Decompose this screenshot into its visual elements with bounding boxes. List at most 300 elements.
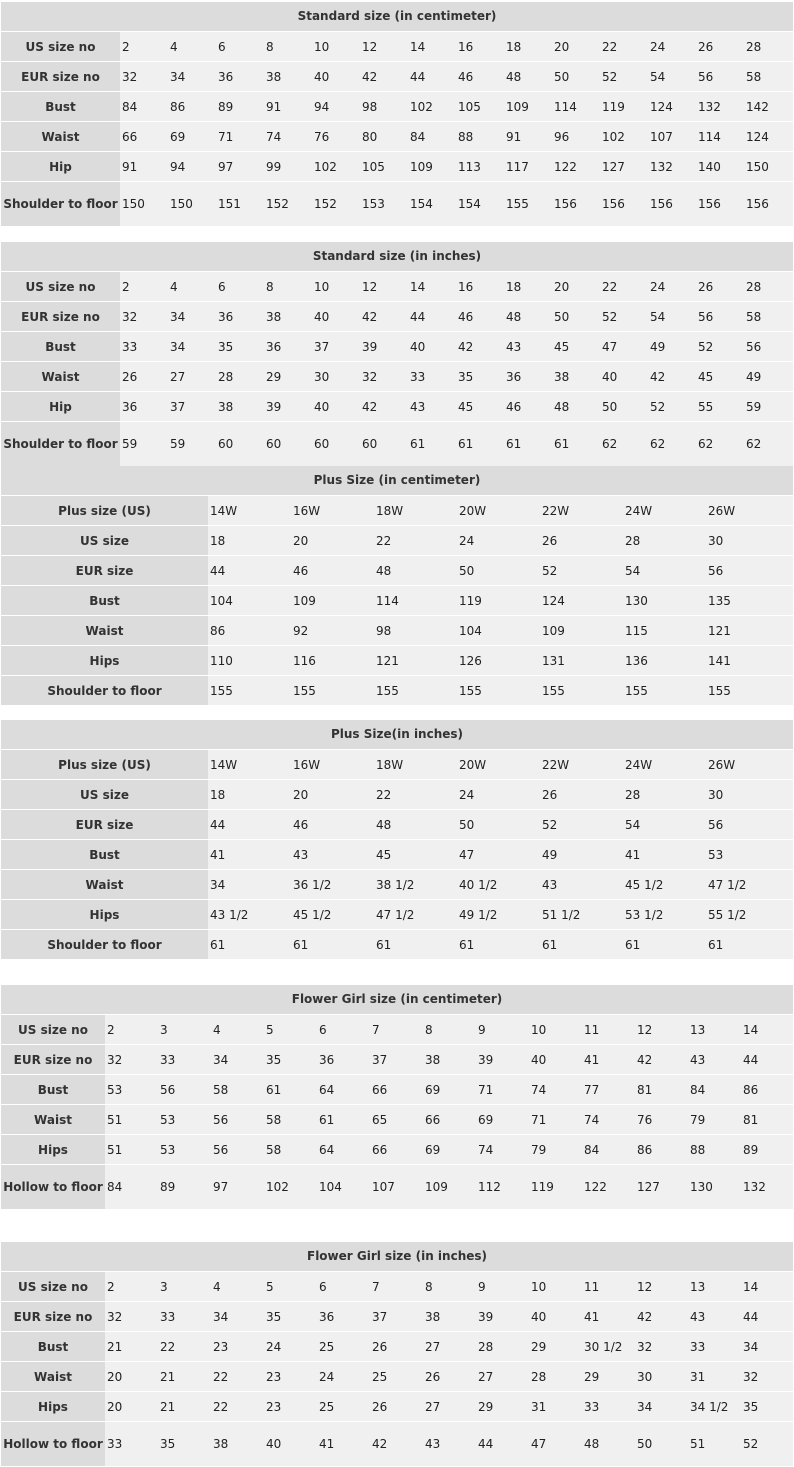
cell: 14W bbox=[210, 757, 238, 772]
cell: 91 bbox=[266, 99, 282, 114]
row-label: Waist bbox=[1, 122, 120, 151]
cell: 119 bbox=[602, 99, 625, 114]
row-label: US size no bbox=[1, 1015, 105, 1044]
cell: 28 bbox=[625, 533, 641, 548]
cell: 26W bbox=[708, 503, 736, 518]
cell: 36 bbox=[122, 399, 138, 414]
row-label: Shoulder to floor bbox=[1, 676, 208, 705]
cell: 21 bbox=[160, 1369, 176, 1384]
cell: 88 bbox=[690, 1142, 706, 1157]
cell: 46 bbox=[293, 817, 309, 832]
cell: 30 bbox=[708, 787, 724, 802]
cell: 45 bbox=[376, 847, 392, 862]
cell: 53 bbox=[160, 1142, 176, 1157]
cell: 25 bbox=[319, 1339, 335, 1354]
cell: 29 bbox=[266, 369, 282, 384]
cell: 74 bbox=[478, 1142, 494, 1157]
cell: 32 bbox=[743, 1369, 759, 1384]
table-row bbox=[1, 495, 793, 525]
cell: 35 bbox=[458, 369, 474, 384]
cell: 14 bbox=[743, 1022, 759, 1037]
cell: 10 bbox=[531, 1022, 547, 1037]
cell: 38 1/2 bbox=[376, 877, 415, 892]
row-label: US size no bbox=[1, 272, 120, 301]
cell: 62 bbox=[650, 437, 666, 451]
cell: 155 bbox=[506, 197, 529, 211]
cell: 62 bbox=[746, 437, 762, 451]
cell: 102 bbox=[602, 129, 625, 144]
cell: 20 bbox=[107, 1399, 123, 1414]
cell: 110 bbox=[210, 653, 233, 668]
cell: 153 bbox=[362, 197, 385, 211]
cell: 44 bbox=[743, 1052, 759, 1067]
table-row bbox=[1, 779, 793, 809]
cell: 6 bbox=[218, 39, 226, 54]
cell: 40 bbox=[314, 399, 330, 414]
cell: 40 bbox=[314, 69, 330, 84]
cell: 102 bbox=[266, 1180, 289, 1194]
cell: 20 bbox=[554, 39, 570, 54]
cell: 9 bbox=[478, 1279, 486, 1294]
cell: 61 bbox=[459, 937, 475, 952]
cell: 44 bbox=[210, 563, 226, 578]
cell: 24W bbox=[625, 503, 653, 518]
cell: 21 bbox=[160, 1399, 176, 1414]
cell: 104 bbox=[459, 623, 482, 638]
cell: 109 bbox=[506, 99, 529, 114]
cell: 34 bbox=[170, 339, 186, 354]
cell: 4 bbox=[170, 279, 178, 294]
table-row bbox=[1, 585, 793, 615]
cell: 49 bbox=[746, 369, 762, 384]
cell: 58 bbox=[213, 1082, 229, 1097]
cell: 14 bbox=[410, 39, 426, 54]
table-row bbox=[1, 839, 793, 869]
cell: 16W bbox=[293, 757, 321, 772]
cell: 61 bbox=[376, 937, 392, 952]
cell: 132 bbox=[743, 1180, 766, 1194]
cell: 42 bbox=[637, 1052, 653, 1067]
cell: 132 bbox=[698, 99, 721, 114]
cell: 156 bbox=[650, 197, 673, 211]
cell: 18 bbox=[506, 279, 522, 294]
cell: 124 bbox=[650, 99, 673, 114]
cell: 156 bbox=[746, 197, 769, 211]
table-row bbox=[1, 615, 793, 645]
cell: 92 bbox=[293, 623, 309, 638]
cell: 152 bbox=[314, 197, 337, 211]
cell: 77 bbox=[584, 1082, 600, 1097]
cell: 36 bbox=[218, 309, 234, 324]
cell: 23 bbox=[266, 1399, 282, 1414]
row-label: Hips bbox=[1, 646, 208, 675]
cell: 51 bbox=[107, 1112, 123, 1127]
cell: 89 bbox=[218, 99, 234, 114]
cell: 50 bbox=[637, 1437, 653, 1451]
cell: 98 bbox=[362, 99, 378, 114]
cell: 104 bbox=[210, 593, 233, 608]
row-label: EUR size no bbox=[1, 1045, 105, 1074]
cell: 8 bbox=[425, 1279, 433, 1294]
cell: 48 bbox=[376, 817, 392, 832]
row-label: Shoulder to floor bbox=[1, 182, 120, 226]
cell: 20 bbox=[293, 533, 309, 548]
cell: 43 bbox=[542, 877, 558, 892]
cell: 45 bbox=[554, 339, 570, 354]
cell: 97 bbox=[213, 1180, 229, 1194]
cell: 61 bbox=[554, 437, 570, 451]
cell: 52 bbox=[743, 1437, 759, 1451]
cell: 109 bbox=[425, 1180, 448, 1194]
cell: 69 bbox=[478, 1112, 494, 1127]
cell: 56 bbox=[160, 1082, 176, 1097]
cell: 39 bbox=[266, 399, 282, 414]
cell: 69 bbox=[425, 1082, 441, 1097]
cell: 14 bbox=[743, 1279, 759, 1294]
table-row bbox=[1, 1164, 793, 1209]
table-row bbox=[1, 1134, 793, 1164]
cell: 40 bbox=[531, 1052, 547, 1067]
cell: 22 bbox=[602, 279, 618, 294]
cell: 39 bbox=[478, 1052, 494, 1067]
cell: 43 1/2 bbox=[210, 907, 249, 922]
cell: 38 bbox=[425, 1309, 441, 1324]
cell: 4 bbox=[213, 1279, 221, 1294]
cell: 49 1/2 bbox=[459, 907, 498, 922]
cell: 58 bbox=[266, 1112, 282, 1127]
cell: 141 bbox=[708, 653, 731, 668]
cell: 56 bbox=[746, 339, 762, 354]
cell: 60 bbox=[314, 437, 330, 451]
cell: 44 bbox=[210, 817, 226, 832]
row-label: US size no bbox=[1, 32, 120, 61]
table-title: Flower Girl size (in inches) bbox=[1, 1242, 793, 1271]
cell: 32 bbox=[107, 1309, 123, 1324]
cell: 22 bbox=[376, 787, 392, 802]
cell: 60 bbox=[266, 437, 282, 451]
cell: 46 bbox=[506, 399, 522, 414]
cell: 6 bbox=[319, 1022, 327, 1037]
cell: 55 1/2 bbox=[708, 907, 747, 922]
cell: 61 bbox=[625, 937, 641, 952]
cell: 38 bbox=[425, 1052, 441, 1067]
table-row bbox=[1, 391, 793, 421]
row-label: Waist bbox=[1, 1362, 105, 1391]
cell: 38 bbox=[218, 399, 234, 414]
table-row bbox=[1, 91, 793, 121]
table-row bbox=[1, 1421, 793, 1466]
cell: 47 1/2 bbox=[376, 907, 415, 922]
cell: 124 bbox=[746, 129, 769, 144]
row-label: Waist bbox=[1, 1105, 105, 1134]
cell: 22W bbox=[542, 757, 570, 772]
cell: 52 bbox=[602, 69, 618, 84]
cell: 33 bbox=[160, 1309, 176, 1324]
cell: 26 bbox=[122, 369, 138, 384]
cell: 40 bbox=[314, 309, 330, 324]
cell: 36 bbox=[266, 339, 282, 354]
cell: 40 bbox=[410, 339, 426, 354]
cell: 5 bbox=[266, 1279, 274, 1294]
cell: 69 bbox=[425, 1142, 441, 1157]
table-title: Plus Size (in centimeter) bbox=[1, 466, 793, 495]
cell: 64 bbox=[319, 1142, 335, 1157]
cell: 130 bbox=[690, 1180, 713, 1194]
cell: 155 bbox=[459, 683, 482, 698]
cell: 114 bbox=[554, 99, 577, 114]
row-label: Hips bbox=[1, 1392, 105, 1421]
cell: 22 bbox=[376, 533, 392, 548]
cell: 26 bbox=[372, 1399, 388, 1414]
cell: 35 bbox=[160, 1437, 176, 1451]
cell: 24 bbox=[459, 787, 475, 802]
cell: 62 bbox=[602, 437, 618, 451]
cell: 8 bbox=[266, 279, 274, 294]
table-flower-girl-in bbox=[1, 1242, 793, 1466]
cell: 16W bbox=[293, 503, 321, 518]
cell: 121 bbox=[708, 623, 731, 638]
cell: 36 bbox=[319, 1052, 335, 1067]
cell: 86 bbox=[743, 1082, 759, 1097]
table-row bbox=[1, 645, 793, 675]
cell: 39 bbox=[362, 339, 378, 354]
cell: 124 bbox=[542, 593, 565, 608]
cell: 38 bbox=[266, 69, 282, 84]
cell: 74 bbox=[584, 1112, 600, 1127]
cell: 3 bbox=[160, 1022, 168, 1037]
cell: 24 bbox=[319, 1369, 335, 1384]
table-row bbox=[1, 1301, 793, 1331]
cell: 56 bbox=[213, 1142, 229, 1157]
cell: 117 bbox=[506, 159, 529, 174]
cell: 62 bbox=[698, 437, 714, 451]
cell: 26 bbox=[425, 1369, 441, 1384]
cell: 71 bbox=[478, 1082, 494, 1097]
row-label: Hip bbox=[1, 392, 120, 421]
cell: 53 bbox=[708, 847, 724, 862]
cell: 56 bbox=[708, 563, 724, 578]
cell: 127 bbox=[637, 1180, 660, 1194]
cell: 13 bbox=[690, 1279, 706, 1294]
cell: 52 bbox=[542, 817, 558, 832]
cell: 38 bbox=[554, 369, 570, 384]
cell: 29 bbox=[478, 1399, 494, 1414]
cell: 40 bbox=[531, 1309, 547, 1324]
table-row bbox=[1, 929, 793, 959]
cell: 26 bbox=[542, 787, 558, 802]
cell: 56 bbox=[708, 817, 724, 832]
cell: 35 bbox=[266, 1309, 282, 1324]
cell: 61 bbox=[410, 437, 426, 451]
cell: 43 bbox=[506, 339, 522, 354]
table-title: Flower Girl size (in centimeter) bbox=[1, 985, 793, 1014]
cell: 11 bbox=[584, 1279, 600, 1294]
cell: 2 bbox=[107, 1279, 115, 1294]
row-label: Waist bbox=[1, 362, 120, 391]
cell: 27 bbox=[425, 1399, 441, 1414]
cell: 10 bbox=[314, 39, 330, 54]
cell: 80 bbox=[362, 129, 378, 144]
cell: 61 bbox=[458, 437, 474, 451]
cell: 39 bbox=[478, 1309, 494, 1324]
cell: 56 bbox=[213, 1112, 229, 1127]
cell: 112 bbox=[478, 1180, 501, 1194]
cell: 20 bbox=[107, 1369, 123, 1384]
cell: 156 bbox=[698, 197, 721, 211]
cell: 43 bbox=[410, 399, 426, 414]
row-label: EUR size no bbox=[1, 1302, 105, 1331]
cell: 28 bbox=[746, 279, 762, 294]
table-row bbox=[1, 1331, 793, 1361]
cell: 109 bbox=[293, 593, 316, 608]
cell: 28 bbox=[478, 1339, 494, 1354]
row-label: Bust bbox=[1, 840, 208, 869]
cell: 51 bbox=[690, 1437, 706, 1451]
cell: 61 bbox=[542, 937, 558, 952]
cell: 45 bbox=[698, 369, 714, 384]
cell: 142 bbox=[746, 99, 769, 114]
row-label: EUR size bbox=[1, 556, 208, 585]
row-label: Bust bbox=[1, 1075, 105, 1104]
cell: 20W bbox=[459, 757, 487, 772]
cell: 13 bbox=[690, 1022, 706, 1037]
table-row bbox=[1, 869, 793, 899]
cell: 84 bbox=[122, 99, 138, 114]
cell: 16 bbox=[458, 279, 474, 294]
cell: 152 bbox=[266, 197, 289, 211]
cell: 47 bbox=[602, 339, 618, 354]
cell: 50 bbox=[602, 399, 618, 414]
cell: 33 bbox=[160, 1052, 176, 1067]
row-label: Bust bbox=[1, 586, 208, 615]
cell: 22 bbox=[213, 1369, 229, 1384]
cell: 109 bbox=[542, 623, 565, 638]
cell: 119 bbox=[531, 1180, 554, 1194]
cell: 18W bbox=[376, 503, 404, 518]
cell: 48 bbox=[506, 309, 522, 324]
cell: 91 bbox=[122, 159, 138, 174]
cell: 33 bbox=[107, 1437, 123, 1451]
cell: 155 bbox=[708, 683, 731, 698]
cell: 36 1/2 bbox=[293, 877, 332, 892]
cell: 22W bbox=[542, 503, 570, 518]
cell: 4 bbox=[170, 39, 178, 54]
table-row bbox=[1, 1271, 793, 1301]
cell: 71 bbox=[531, 1112, 547, 1127]
cell: 105 bbox=[362, 159, 385, 174]
row-label: EUR size no bbox=[1, 62, 120, 91]
cell: 36 bbox=[218, 69, 234, 84]
cell: 89 bbox=[743, 1142, 759, 1157]
cell: 121 bbox=[376, 653, 399, 668]
table-row bbox=[1, 675, 793, 705]
cell: 42 bbox=[650, 369, 666, 384]
cell: 81 bbox=[743, 1112, 759, 1127]
cell: 26 bbox=[698, 279, 714, 294]
cell: 32 bbox=[107, 1052, 123, 1067]
cell: 66 bbox=[372, 1142, 388, 1157]
row-label: EUR size bbox=[1, 810, 208, 839]
cell: 54 bbox=[625, 817, 641, 832]
cell: 28 bbox=[218, 369, 234, 384]
cell: 48 bbox=[584, 1437, 600, 1451]
table-title: Standard size (in inches) bbox=[1, 242, 793, 271]
cell: 20 bbox=[293, 787, 309, 802]
cell: 84 bbox=[107, 1180, 123, 1194]
cell: 135 bbox=[708, 593, 731, 608]
cell: 36 bbox=[506, 369, 522, 384]
cell: 61 bbox=[266, 1082, 282, 1097]
cell: 24 bbox=[650, 279, 666, 294]
cell: 14 bbox=[410, 279, 426, 294]
cell: 42 bbox=[362, 69, 378, 84]
cell: 47 bbox=[531, 1437, 547, 1451]
row-label: US size bbox=[1, 780, 208, 809]
cell: 60 bbox=[362, 437, 378, 451]
cell: 155 bbox=[293, 683, 316, 698]
cell: 105 bbox=[458, 99, 481, 114]
cell: 28 bbox=[531, 1369, 547, 1384]
cell: 4 bbox=[213, 1022, 221, 1037]
cell: 44 bbox=[743, 1309, 759, 1324]
cell: 86 bbox=[637, 1142, 653, 1157]
row-label: Bust bbox=[1, 332, 120, 361]
cell: 71 bbox=[218, 129, 234, 144]
cell: 49 bbox=[650, 339, 666, 354]
cell: 84 bbox=[690, 1082, 706, 1097]
cell: 34 bbox=[743, 1339, 759, 1354]
cell: 37 bbox=[372, 1309, 388, 1324]
cell: 16 bbox=[458, 39, 474, 54]
cell: 88 bbox=[458, 129, 474, 144]
cell: 18 bbox=[210, 787, 226, 802]
cell: 107 bbox=[650, 129, 673, 144]
cell: 155 bbox=[625, 683, 648, 698]
cell: 56 bbox=[698, 309, 714, 324]
cell: 2 bbox=[122, 39, 130, 54]
cell: 38 bbox=[213, 1437, 229, 1451]
cell: 35 bbox=[266, 1052, 282, 1067]
cell: 58 bbox=[746, 309, 762, 324]
cell: 119 bbox=[459, 593, 482, 608]
table-row bbox=[1, 1104, 793, 1134]
cell: 33 bbox=[690, 1339, 706, 1354]
table-flower-girl-cm bbox=[1, 985, 793, 1209]
cell: 45 1/2 bbox=[625, 877, 664, 892]
cell: 20W bbox=[459, 503, 487, 518]
cell: 34 bbox=[210, 877, 226, 892]
cell: 61 bbox=[210, 937, 226, 952]
cell: 116 bbox=[293, 653, 316, 668]
cell: 122 bbox=[584, 1180, 607, 1194]
cell: 42 bbox=[458, 339, 474, 354]
cell: 155 bbox=[376, 683, 399, 698]
table-plus-in bbox=[1, 720, 793, 959]
cell: 44 bbox=[410, 309, 426, 324]
table-row bbox=[1, 181, 793, 226]
cell: 154 bbox=[410, 197, 433, 211]
cell: 58 bbox=[746, 69, 762, 84]
cell: 74 bbox=[531, 1082, 547, 1097]
table-row bbox=[1, 421, 793, 466]
cell: 47 1/2 bbox=[708, 877, 747, 892]
cell: 43 bbox=[293, 847, 309, 862]
cell: 41 bbox=[584, 1052, 600, 1067]
cell: 50 bbox=[459, 817, 475, 832]
row-label: EUR size no bbox=[1, 302, 120, 331]
cell: 96 bbox=[554, 129, 570, 144]
cell: 154 bbox=[458, 197, 481, 211]
